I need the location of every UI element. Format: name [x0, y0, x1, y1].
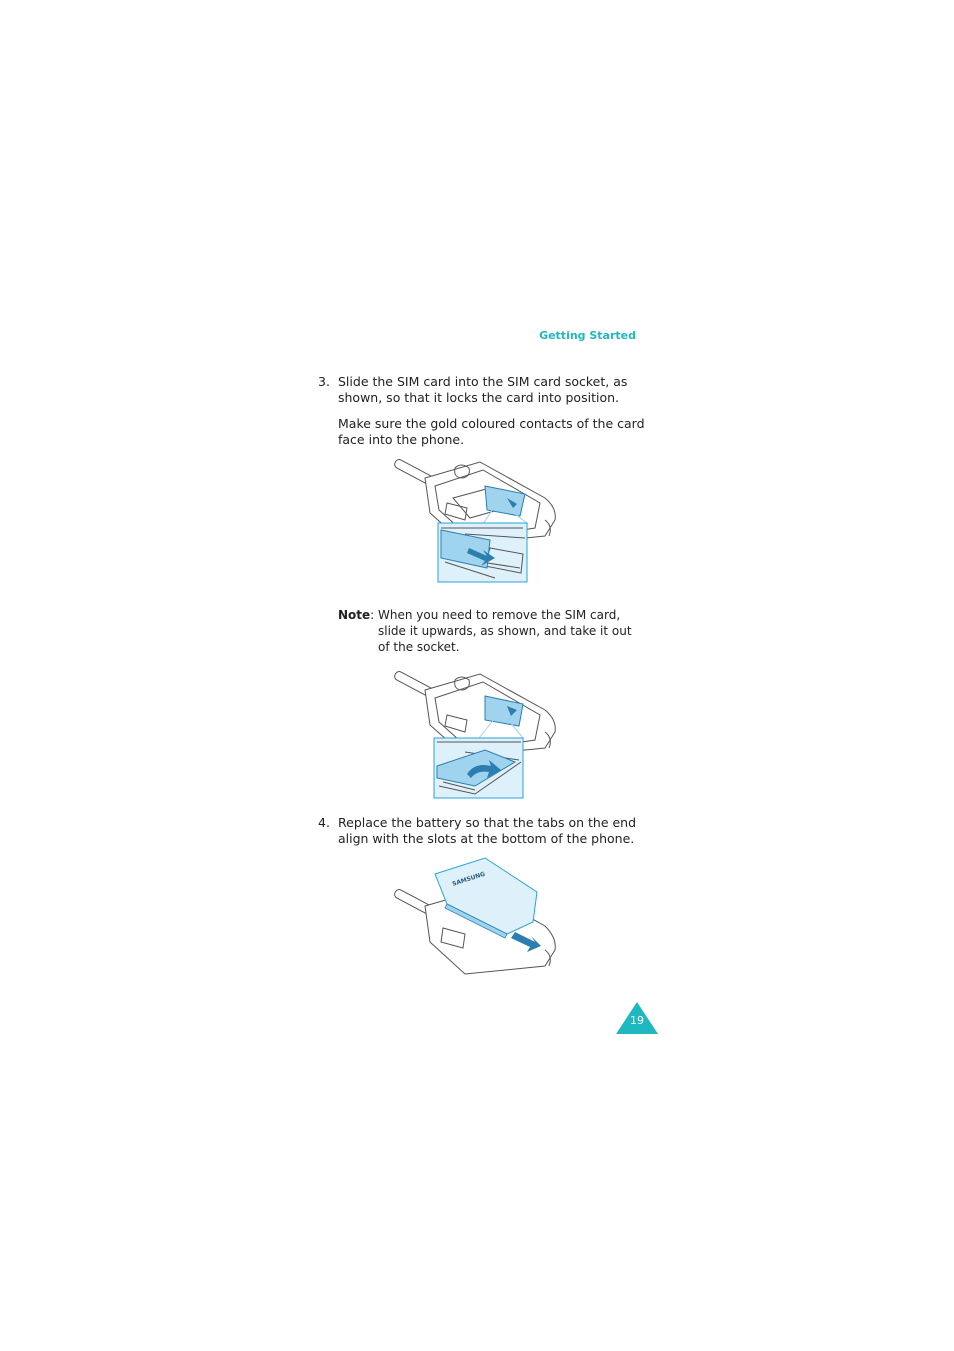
battery-replace-illustration	[395, 856, 560, 978]
section-title: Getting Started	[539, 329, 636, 342]
step-4-line-1: Replace the battery so that the tabs on the end	[338, 815, 637, 830]
note-line-1	[338, 607, 620, 623]
step-3-line-1: Slide the SIM card into the SIM card socket, as	[338, 374, 628, 389]
note-text-1: : When you need to remove the SIM card,	[370, 608, 621, 622]
note-label: Note	[338, 608, 371, 622]
step-3-number: 3.	[318, 374, 330, 389]
page-number: 19	[630, 1014, 644, 1027]
step-4-number: 4.	[318, 815, 330, 830]
note-line-2: slide it upwards, as shown, and take it out	[378, 624, 632, 638]
note-line-3: of the socket.	[378, 640, 460, 654]
step-3-line-2: shown, so that it locks the card into position.	[338, 390, 619, 405]
step-3-sub-line-1: Make sure the gold coloured contacts of the card	[338, 416, 645, 431]
battery-logo: SAMSUNG	[451, 870, 487, 888]
sim-insert-illustration	[395, 458, 560, 586]
sim-remove-illustration	[395, 670, 560, 800]
step-3-sub-line-2: face into the phone.	[338, 432, 465, 447]
step-4-line-2: align with the slots at the bottom of the phone.	[338, 831, 635, 846]
